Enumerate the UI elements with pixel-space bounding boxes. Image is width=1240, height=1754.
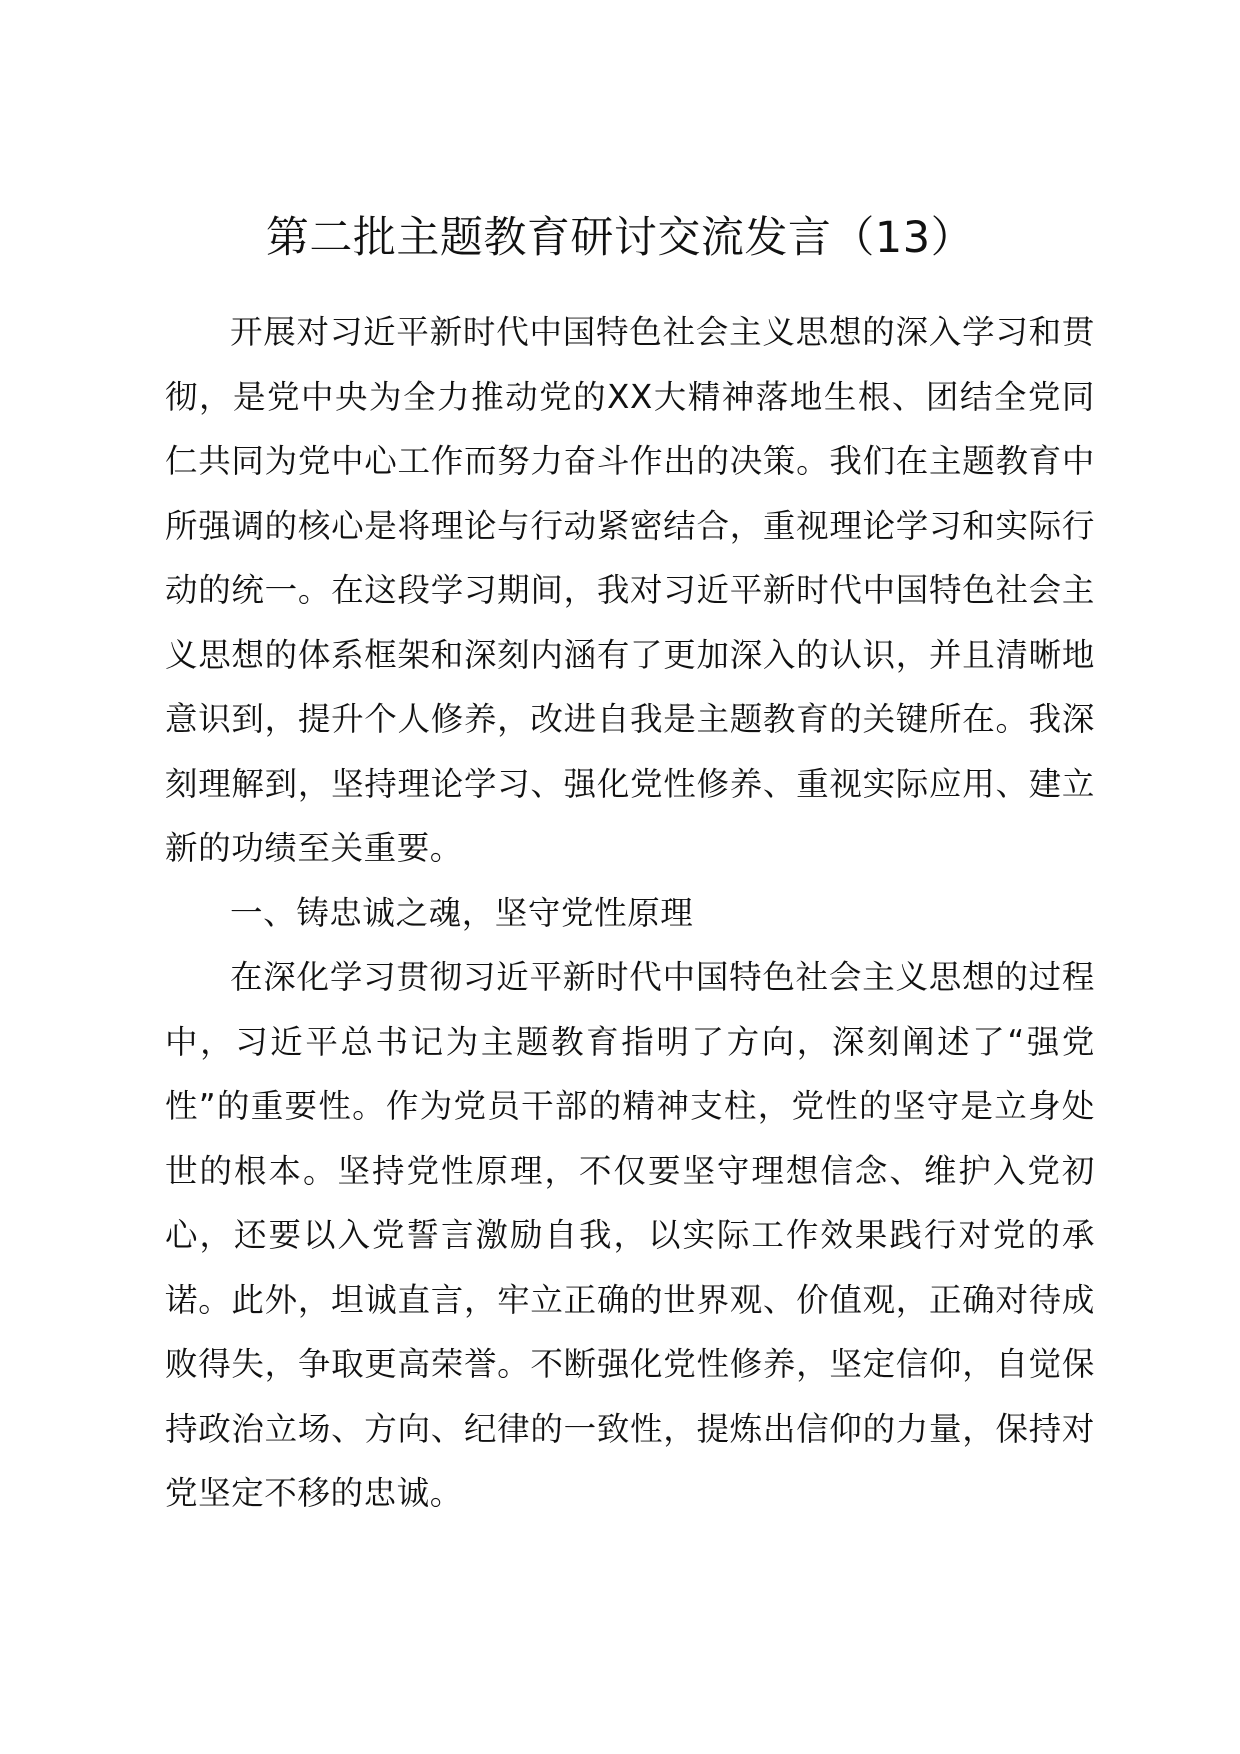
intro-paragraph: 开展对习近平新时代中国特色社会主义思想的深入学习和贯彻，是党中央为全力推动党的XX大精神落地生根、团结全党同仁共同为党中心工作而努力奋斗作出的决策。我们在主题教育中所强调的核心是将理论与行动紧密结合，重视理论学习和实际行动的统一。在这段学习期间，我对习近平新时代中国特色社会主义思想的体系框架和深刻内涵有了更加深入的认识，并且清晰地意识到，提升个人修养，改进自我是主题教育的关键所在。我深刻理解到，坚持理论学习、强化党性修养、重视实际应用、建立新的功绩至关重要。 xyxy=(165,313,1095,867)
section-heading-1: 一、铸忠诚之魂，坚守党性原理 xyxy=(230,893,694,932)
document-body xyxy=(165,300,1095,1526)
section-paragraph-1: 在深化学习贯彻习近平新时代中国特色社会主义思想的过程中，习近平总书记为主题教育指明了方向，深刻阐述了“强党性”的重要性。作为党员干部的精神支柱，党性的坚守是立身处世的根本。坚持党性原理，不仅要坚守理想信念、维护入党初心，还要以入党誓言激励自我，以实际工作效果践行对党的承诺。此外，坦诚直言，牢立正确的世界观、价值观，正确对待成败得失，争取更高荣誉。不断强化党性修养，坚定信仰，自觉保持政治立场、方向、纪律的一致性，提炼出信仰的力量，保持对党坚定不移的忠诚。 xyxy=(165,958,1095,1512)
document-title: 第二批主题教育研讨交流发言（13） xyxy=(265,213,975,263)
